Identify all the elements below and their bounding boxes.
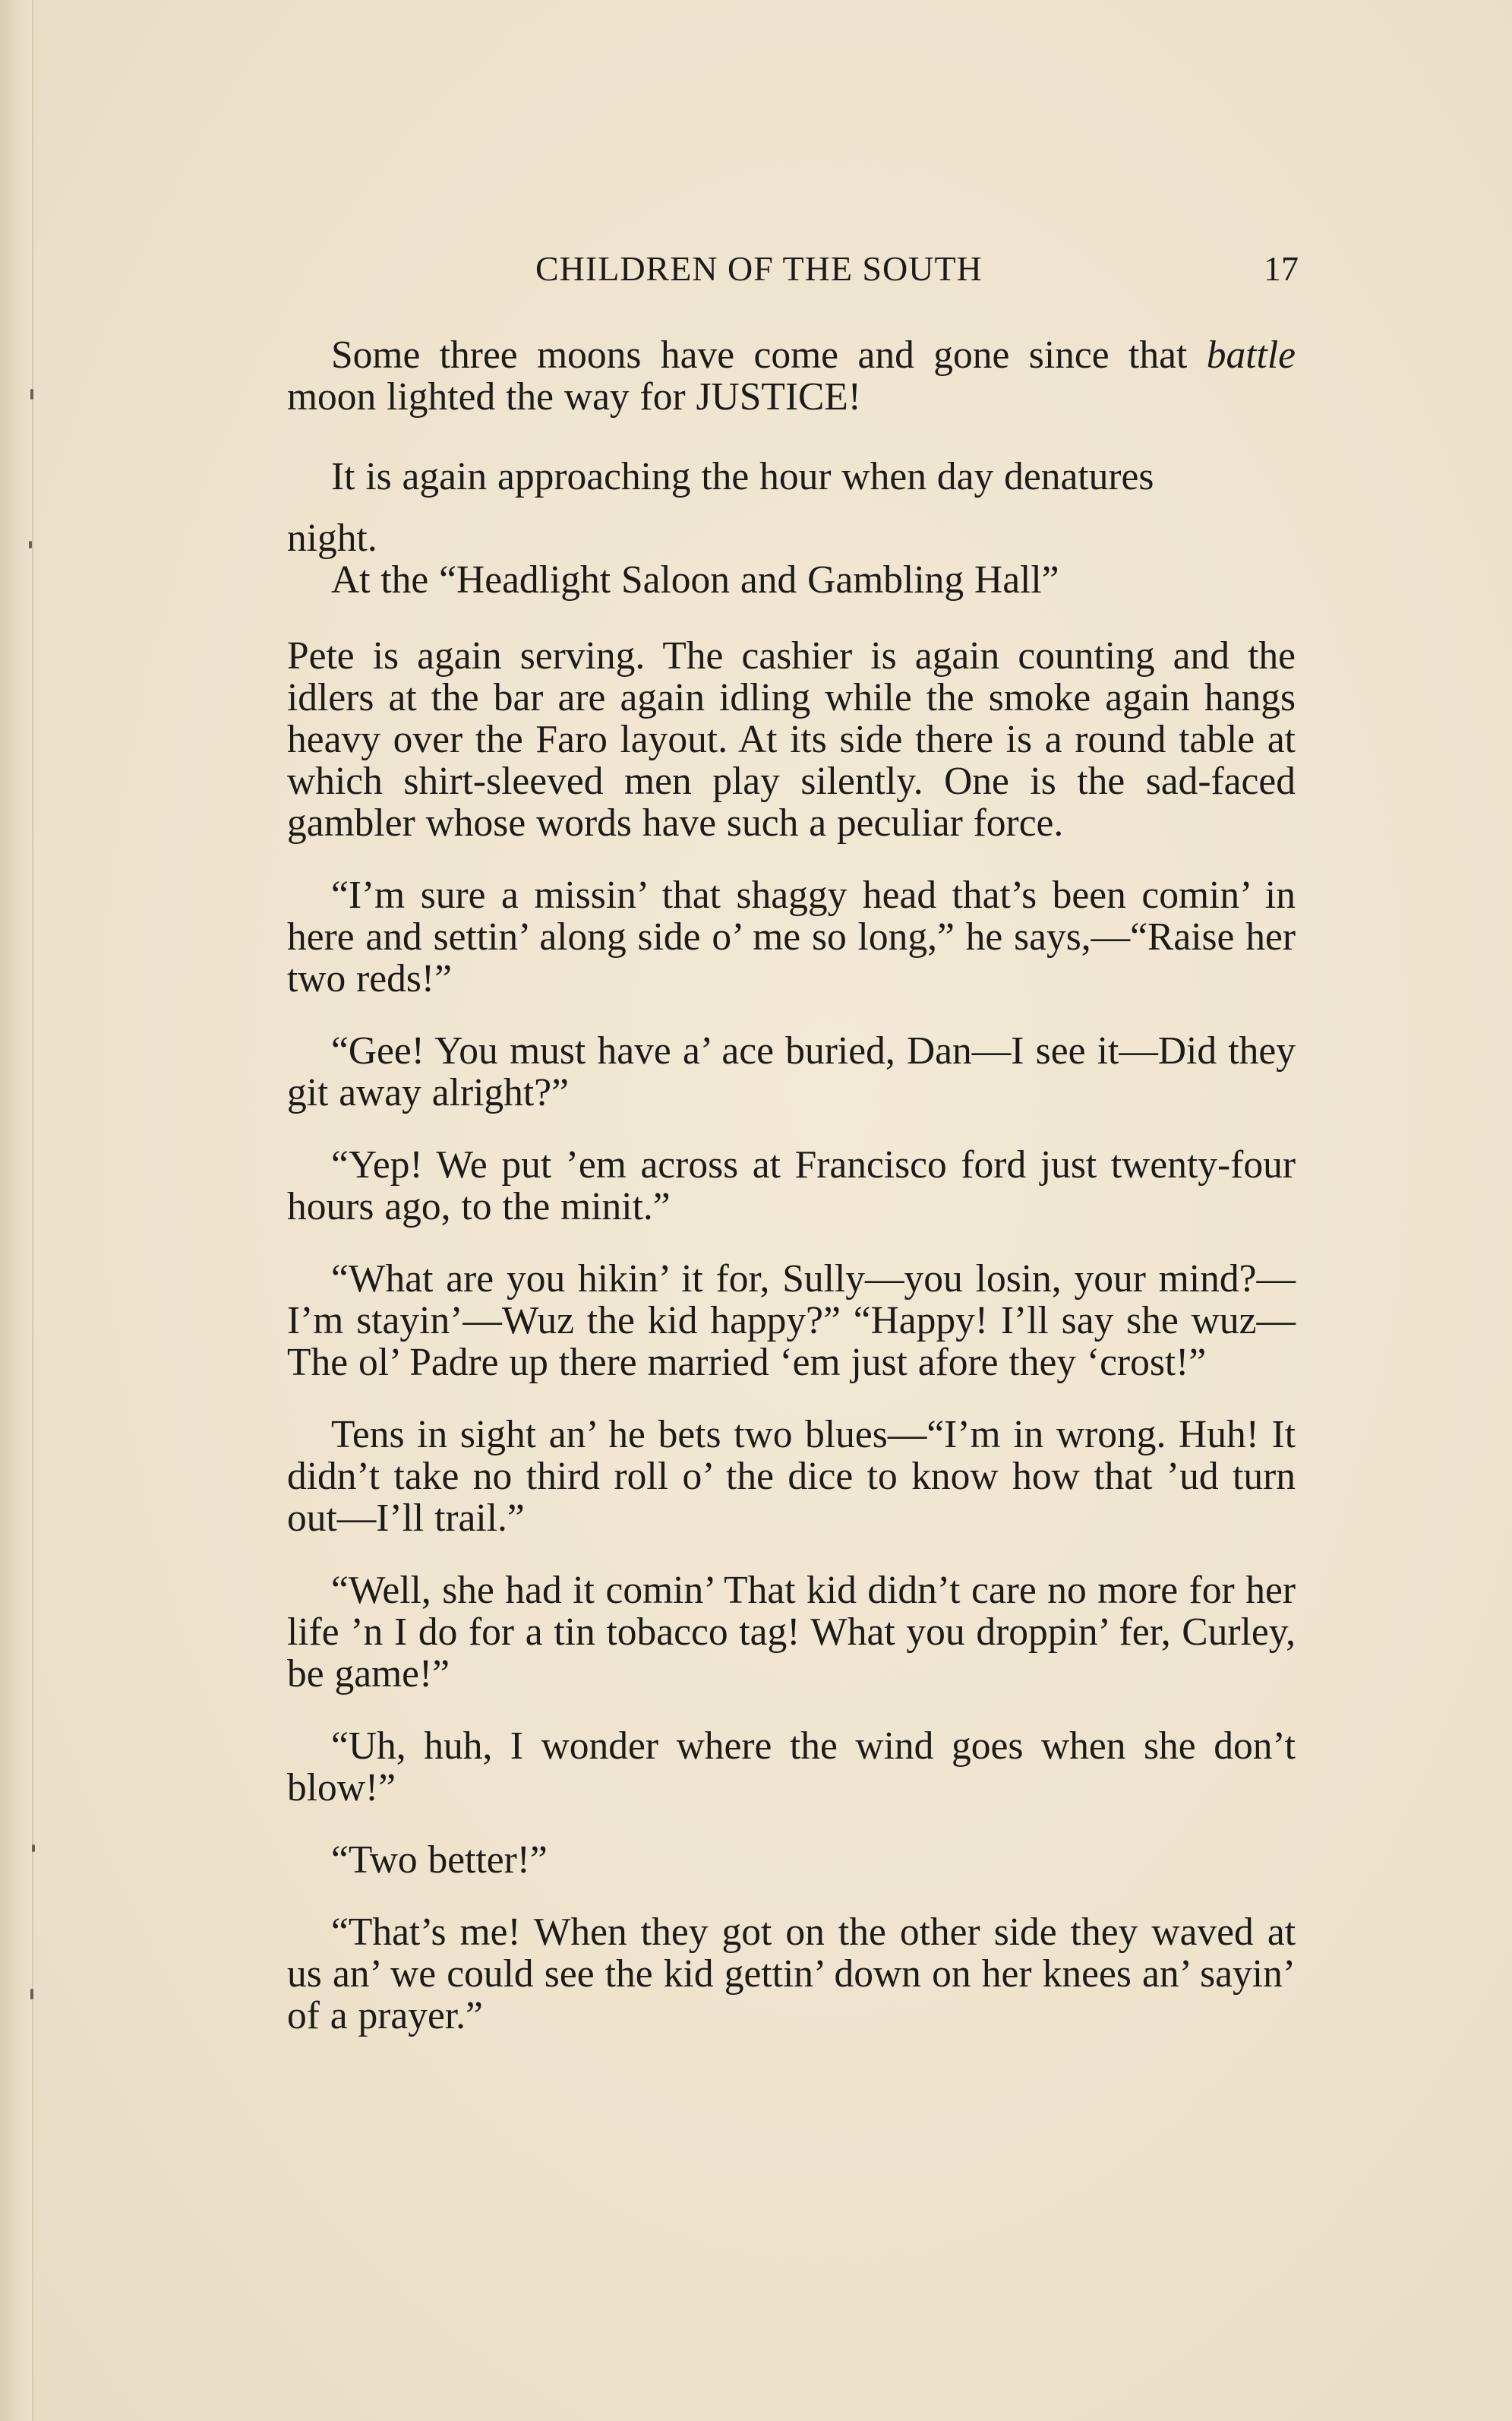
paragraph: It is again approaching the hour when day denatures bbox=[331, 455, 1154, 498]
running-title: CHILDREN OF THE SOUTH bbox=[535, 249, 983, 288]
binding-gutter bbox=[0, 0, 33, 2421]
margin-mark bbox=[30, 389, 33, 400]
paragraph: “I’m sure a missin’ that shaggy head that’s been comin’ in here and settin’ along side o’ me so long,” he says,—“Raise her two reds!” bbox=[287, 874, 1296, 1000]
paragraph: “That’s me! When they got on the other side they waved at us an’ we could see the kid gettin’ down on her knees an’ sayin’ of a prayer.” bbox=[287, 1911, 1296, 2037]
paragraph: “Yep! We put ’em across at Francisco ford just twenty-four hours ago, to the minit.” bbox=[287, 1143, 1296, 1228]
paragraph bbox=[287, 334, 1296, 418]
paragraph: Tens in sight an’ he bets two blues—“I’m in wrong. Huh! It didn’t take no third roll o’ the dice to know how that ’ud turn out—I’ll trail.” bbox=[287, 1413, 1296, 1540]
paragraph: “Two better!” bbox=[331, 1838, 548, 1882]
page-number: 17 bbox=[1264, 249, 1299, 288]
paragraph-continuation: night. bbox=[287, 517, 377, 560]
paragraph: “Well, she had it comin’ That kid didn’t care no more for her life ’n I do for a tin tobacco tag! What you droppin’ fer, Curley, be game!” bbox=[287, 1569, 1296, 1696]
text-span: moon lighted the way for JUSTICE! bbox=[287, 375, 861, 419]
margin-mark bbox=[32, 1844, 35, 1852]
paragraph: “Uh, huh, I wonder where the wind goes when she don’t blow!” bbox=[287, 1724, 1296, 1809]
italic-word: battle bbox=[1206, 333, 1296, 377]
paragraph: “What are you hikin’ it for, Sully—you losin, your mind?—I’m stayin’—Wuz the kid happy?” “Happy! I’ll say she wuz—The ol’ Padre up there married ‘em just afore they ‘crost!” bbox=[287, 1257, 1296, 1384]
text-span: Some three moons have come and gone since that bbox=[331, 333, 1207, 377]
running-header bbox=[289, 248, 1299, 294]
paragraph: At the “Headlight Saloon and Gambling Hall” bbox=[331, 558, 1059, 602]
paragraph: “Gee! You must have a’ ace buried, Dan—I see it—Did they git away alright?” bbox=[287, 1029, 1296, 1114]
margin-mark bbox=[30, 1989, 33, 1999]
margin-mark bbox=[29, 541, 32, 548]
body-text bbox=[287, 334, 1296, 2067]
paragraph: Pete is again serving. The cashier is again counting and the idlers at the bar are again idling while the smoke again hangs heavy over the Faro layout. At its side there is a round table at which shirt-sleeved men play silently. One is the sad-faced gambler whose words have such a peculiar force. bbox=[287, 634, 1296, 845]
